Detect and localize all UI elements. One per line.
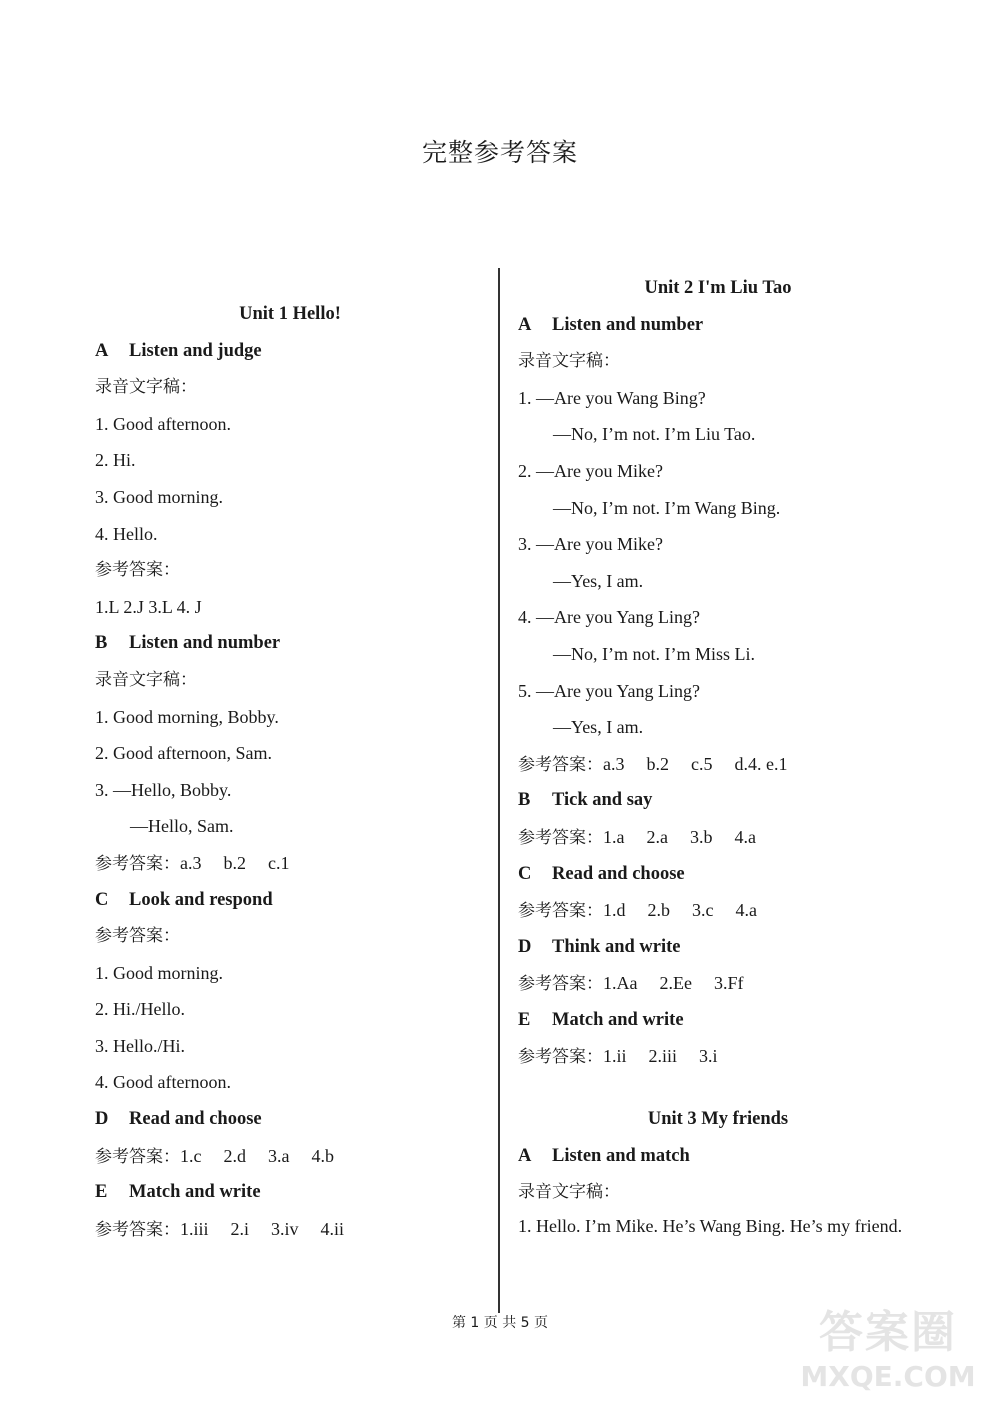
section-gap: [518, 1075, 918, 1101]
answer-label: 参考答案：: [95, 560, 180, 581]
answer-item: 4.ii: [320, 1218, 345, 1239]
answer-item: 3.iv: [271, 1218, 299, 1239]
section-heading: [95, 333, 485, 370]
answer-item: 2.iii: [648, 1046, 678, 1067]
section-heading: [95, 1174, 485, 1211]
script-line: —No, I’m not. I’m Liu Tao.: [553, 424, 756, 445]
answer-item: b.2: [646, 753, 669, 774]
section-heading: [95, 882, 485, 919]
script-line: 4. —Are you Yang Ling?: [518, 607, 700, 628]
answer-line: 1.L 2.J 3.L 4. J: [95, 596, 202, 617]
answer-item: 4.b: [311, 1145, 334, 1166]
answer-item: 2.a: [646, 826, 668, 847]
left-column: [95, 296, 485, 1247]
answer-item: 1.Aa: [603, 973, 638, 994]
script-label: 录音文字稿：: [95, 377, 197, 398]
answer-item: 1.d: [603, 900, 626, 921]
unit-title: Unit 1 Hello!: [239, 304, 341, 324]
script-line: 3. —Are you Mike?: [518, 534, 663, 555]
section-heading-text: Read and choose: [552, 863, 685, 884]
section-letter: B: [518, 790, 531, 811]
script-line: —No, I’m not. I’m Wang Bing.: [553, 497, 781, 518]
answer-line: 2. Hi./Hello.: [95, 999, 185, 1020]
answer-label: 参考答案：: [518, 827, 603, 848]
answer-item: 1.a: [603, 826, 625, 847]
script-line: —Hello, Sam.: [130, 816, 234, 837]
answer-label: 参考答案：: [95, 853, 180, 874]
unit-title: Unit 3 My friends: [647, 1109, 789, 1130]
answer-line: [95, 1138, 485, 1175]
answer-line: [95, 1211, 485, 1248]
answer-item: 1.c: [180, 1145, 202, 1166]
section-heading: [518, 929, 918, 966]
script-line: 2. Hi.: [95, 450, 136, 471]
script-line: 4. Hello.: [95, 523, 158, 544]
script-line: 3. Good morning.: [95, 486, 223, 507]
section-heading-text: Read and choose: [129, 1109, 262, 1130]
answer-item: a.3: [603, 753, 625, 774]
section-letter: C: [95, 889, 109, 910]
section-letter: D: [95, 1109, 109, 1130]
answer-line: [518, 746, 918, 783]
section-letter: E: [518, 1009, 531, 1030]
section-heading-text: Listen and match: [552, 1145, 690, 1166]
answer-line: [518, 892, 918, 929]
section-heading-text: Listen and judge: [129, 340, 262, 361]
answer-item: 2.b: [647, 900, 670, 921]
answer-label: 参考答案：: [518, 974, 603, 995]
section-letter: B: [95, 633, 108, 654]
answer-label: 参考答案：: [95, 926, 180, 947]
script-label: 录音文字稿：: [518, 1182, 620, 1203]
answer-line: 4. Good afternoon.: [95, 1072, 231, 1093]
answer-item: b.2: [223, 852, 246, 873]
section-heading-text: Listen and number: [129, 633, 281, 654]
answer-item: 3.i: [699, 1046, 718, 1067]
section-letter: E: [95, 1182, 108, 1203]
script-line: —No, I’m not. I’m Miss Li.: [553, 643, 755, 664]
page-footer: 第 1 页 共 5 页: [451, 1315, 549, 1331]
page-title: 完整参考答案: [421, 138, 578, 167]
answer-line: 1. Good morning.: [95, 962, 223, 983]
section-heading-text: Think and write: [552, 936, 681, 957]
answer-item: 1.iii: [180, 1218, 209, 1239]
answer-line: [95, 845, 485, 882]
watermark-text-top: 答案圈: [819, 1307, 957, 1358]
answer-item: 1.ii: [603, 1046, 627, 1067]
answer-item: 3.c: [692, 900, 714, 921]
section-heading: [518, 1002, 918, 1039]
section-heading-text: Tick and say: [552, 790, 653, 811]
script-label: 录音文字稿：: [518, 351, 620, 372]
answer-item: c.5: [691, 753, 713, 774]
answer-item: a.3: [180, 852, 202, 873]
section-letter: A: [518, 1145, 532, 1166]
section-heading: [518, 307, 918, 344]
section-letter: C: [518, 863, 532, 884]
script-label: 录音文字稿：: [95, 669, 197, 690]
script-line: 3. —Hello, Bobby.: [95, 779, 232, 800]
answer-item: c.1: [268, 852, 290, 873]
answer-line: [518, 819, 918, 856]
section-heading: [518, 856, 918, 893]
section-heading: [518, 1138, 918, 1175]
answer-label: 参考答案：: [518, 901, 603, 922]
section-heading: [95, 625, 485, 662]
column-divider: [498, 268, 500, 1313]
answer-item: 4.a: [734, 826, 756, 847]
section-letter: D: [518, 936, 532, 957]
answer-item: 3.a: [268, 1145, 290, 1166]
script-line: 2. Good afternoon, Sam.: [95, 743, 272, 764]
answer-label: 参考答案：: [518, 754, 603, 775]
section-heading-text: Match and write: [129, 1182, 261, 1203]
section-letter: A: [95, 340, 109, 361]
answer-line: 3. Hello./Hi.: [95, 1035, 185, 1056]
section-heading: [518, 782, 918, 819]
script-line: 5. —Are you Yang Ling?: [518, 680, 700, 701]
unit-title: Unit 2 I'm Liu Tao: [644, 278, 792, 298]
answer-line: [518, 1038, 918, 1075]
script-line: 1. —Are you Wang Bing?: [518, 387, 706, 408]
script-line: —Yes, I am.: [553, 570, 644, 591]
answer-item: 2.Ee: [659, 973, 692, 994]
answer-item: 3.Ff: [713, 973, 744, 994]
section-heading-text: Look and respond: [129, 889, 273, 910]
answer-label: 参考答案：: [95, 1146, 180, 1167]
script-line: 2. —Are you Mike?: [518, 460, 663, 481]
script-line: 1. Hello. I’m Mike. He’s Wang Bing. He’s my friend.: [518, 1215, 903, 1236]
answer-item: 3.b: [690, 826, 713, 847]
answer-item: 2.d: [223, 1145, 246, 1166]
section-letter: A: [518, 314, 532, 335]
answer-label: 参考答案：: [95, 1219, 180, 1240]
answer-label: 参考答案：: [518, 1047, 603, 1068]
script-line: 1. Good afternoon.: [95, 413, 231, 434]
section-heading-text: Match and write: [552, 1009, 684, 1030]
watermark-text-bottom: MXQE.COM: [800, 1360, 976, 1393]
section-heading: [95, 1101, 485, 1138]
right-column: [518, 270, 918, 1242]
answer-line: [518, 965, 918, 1002]
script-line: —Yes, I am.: [553, 717, 644, 738]
answer-item: 4.a: [735, 900, 757, 921]
script-line: 1. Good morning, Bobby.: [95, 706, 279, 727]
section-heading-text: Listen and number: [552, 314, 704, 335]
answer-item: d.4. e.1: [734, 753, 788, 774]
answer-item: 2.i: [230, 1218, 250, 1239]
